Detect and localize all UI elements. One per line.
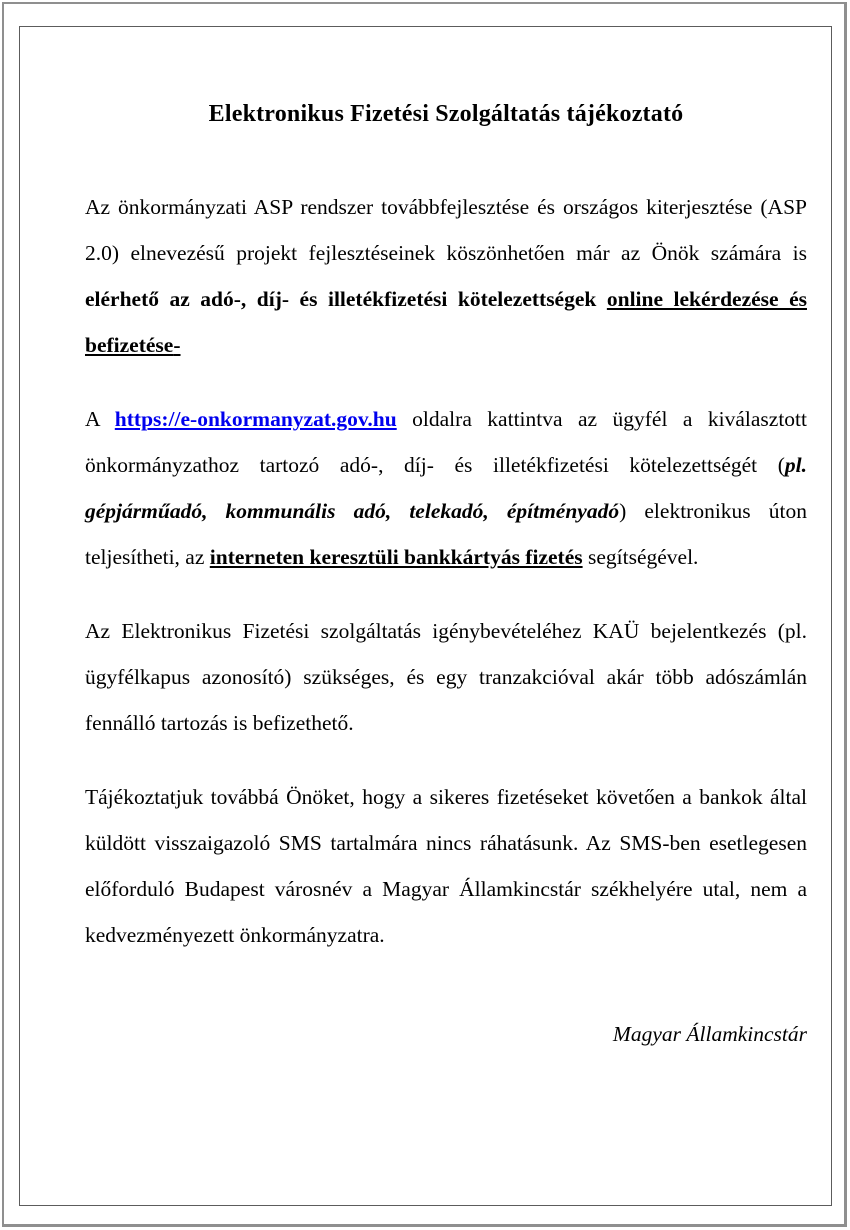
text-segment: pl. gépjárműadó, kommunális adó, telekadó, építményadó <box>85 453 807 523</box>
external-link[interactable]: https://e-onkormanyzat.gov.hu <box>114 407 397 431</box>
text-segment: Az Elektronikus Fizetési szolgáltatás igénybevételéhez KAÜ bejelentkezés (pl. ügyfélkapus azonosító) szükséges, és egy tranzakcióval akár több adószámlán fennálló tartozás is befizethető. <box>85 619 807 735</box>
text-segment: - <box>173 333 181 357</box>
paragraph <box>85 184 807 368</box>
paragraph <box>85 396 807 580</box>
text-segment: A <box>85 407 115 431</box>
text-segment: oldalra kattintva az ügyfél a kiválasztott önkormányzathoz tartozó adó-, díj- és illetékfizetési kötelezettségét ( <box>85 407 807 477</box>
text-segment: Tájékoztatjuk továbbá Önöket, hogy a sikeres fizetéseket követően a bankok által küldött visszaigazoló SMS tartalmára nincs ráhatásunk. Az SMS-ben esetlegesen előforduló Budapest városnév a Magyar Államkincstár székhelyére utal, nem a kedvezményezett önkormányzatra. <box>85 785 807 947</box>
document-title: Elektronikus Fizetési Szolgáltatás tájékoztató <box>208 101 684 127</box>
text-segment: interneten keresztüli bankkártyás fizetés <box>209 545 583 569</box>
paragraph <box>85 774 807 958</box>
text-segment: elérhető az adó-, díj- és illetékfizetési kötelezettségek <box>85 287 607 311</box>
signature-text: Magyar Államkincstár <box>612 1022 807 1046</box>
text-segment: Az önkormányzati ASP rendszer továbbfejlesztése és országos kiterjesztése (ASP 2.0) elnevezésű projekt fejlesztéseinek köszönhetően már az Önök számára is <box>85 195 807 265</box>
paragraph <box>85 608 807 746</box>
document-content <box>85 101 807 1047</box>
text-segment: online lekérdezése és befizetése <box>85 287 807 357</box>
document-frame <box>19 26 832 1206</box>
text-segment: segítségével. <box>582 545 699 569</box>
text-segment: ) elektronikus úton teljesítheti, az <box>85 499 807 569</box>
document-paragraphs <box>85 184 807 958</box>
